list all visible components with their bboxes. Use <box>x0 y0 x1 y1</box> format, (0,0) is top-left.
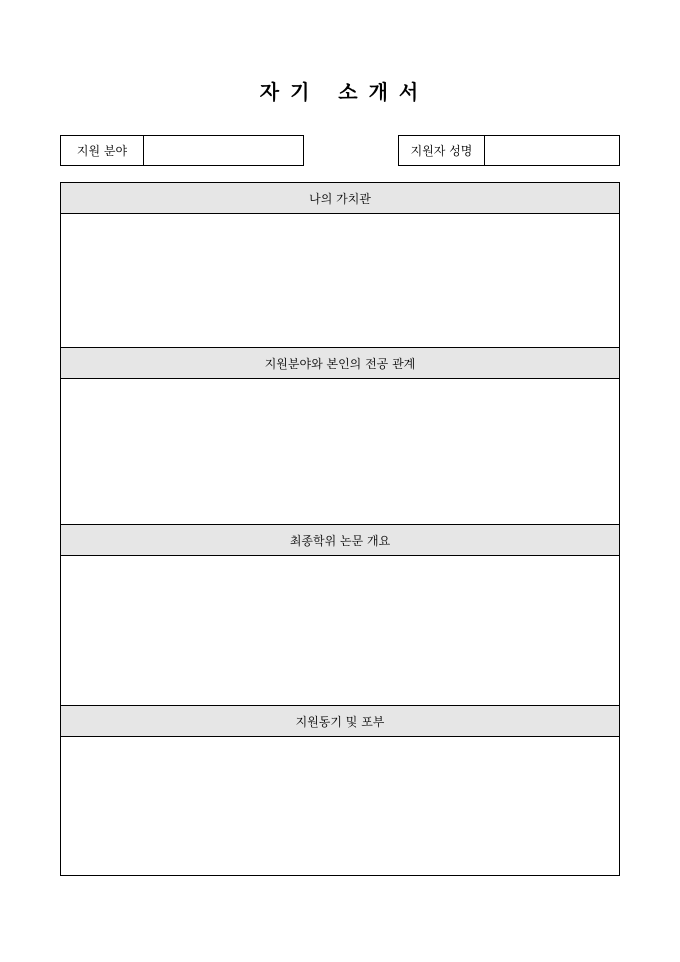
section-heading-motivation: 지원동기 및 포부 <box>61 705 619 737</box>
section-heading-values: 나의 가치관 <box>61 183 619 214</box>
section-body-motivation[interactable] <box>61 737 619 875</box>
applicant-name-input[interactable] <box>485 136 619 165</box>
document-title: 자 기 소 개 서 <box>259 80 421 104</box>
section-body-values[interactable] <box>61 214 619 347</box>
applicant-name-row <box>398 135 620 166</box>
essay-sections <box>60 182 620 876</box>
applicant-name-label: 지원자 성명 <box>399 136 485 165</box>
section-body-major-relation[interactable] <box>61 379 619 524</box>
section-heading-major-relation: 지원분야와 본인의 전공 관계 <box>61 347 619 379</box>
application-field-row <box>60 135 304 166</box>
application-field-input[interactable] <box>144 136 303 165</box>
section-body-thesis-summary[interactable] <box>61 556 619 705</box>
application-field-label: 지원 분야 <box>61 136 144 165</box>
section-heading-thesis-summary: 최종학위 논문 개요 <box>61 524 619 556</box>
